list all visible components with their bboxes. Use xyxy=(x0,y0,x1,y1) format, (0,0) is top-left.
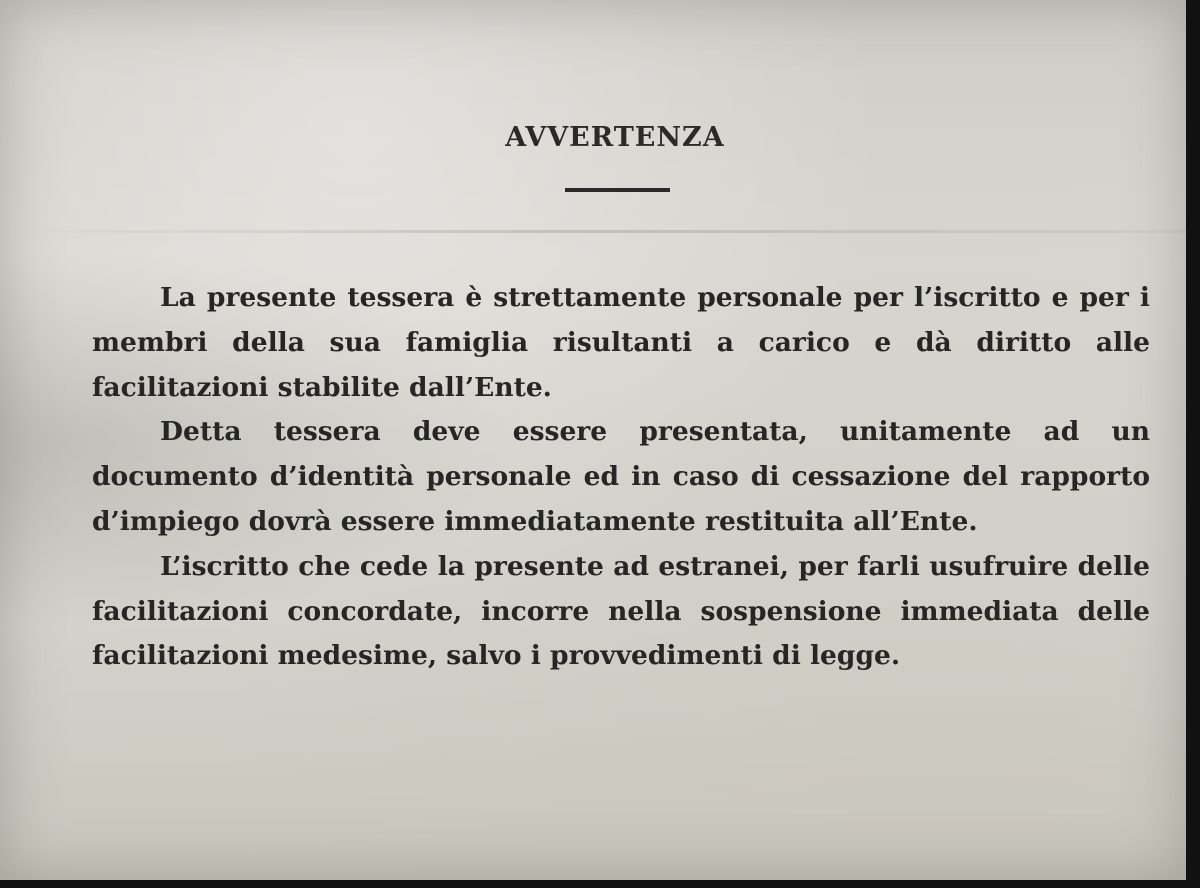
scan-border-right xyxy=(1186,0,1200,888)
paragraph-2: Detta tessera deve essere presentata, unitamente ad un documento d’identità personale ed in caso di cessazione del rapporto d’impiego dovrà essere immediatamente restituita all’Ente. xyxy=(92,416,1150,537)
paragraph-1: La presente tessera è strettamente personale per l’iscritto e per i membri della sua famiglia risultanti a carico e dà diritto alle facilitazioni stabilite dall’Ente. xyxy=(92,282,1150,403)
notice-heading: AVVERTENZA xyxy=(505,122,725,153)
paragraph-3: L’iscritto che cede la presente ad estranei, per farli usufruire delle facilitazioni concordate, incorre nella sospensione immediata delle facilitazioni medesime, salvo i provvedimenti di legge. xyxy=(92,550,1150,672)
heading-underline xyxy=(565,188,670,192)
scan-border-bottom xyxy=(0,880,1200,888)
notice-body xyxy=(92,276,1150,679)
paper-crease xyxy=(0,230,1186,233)
